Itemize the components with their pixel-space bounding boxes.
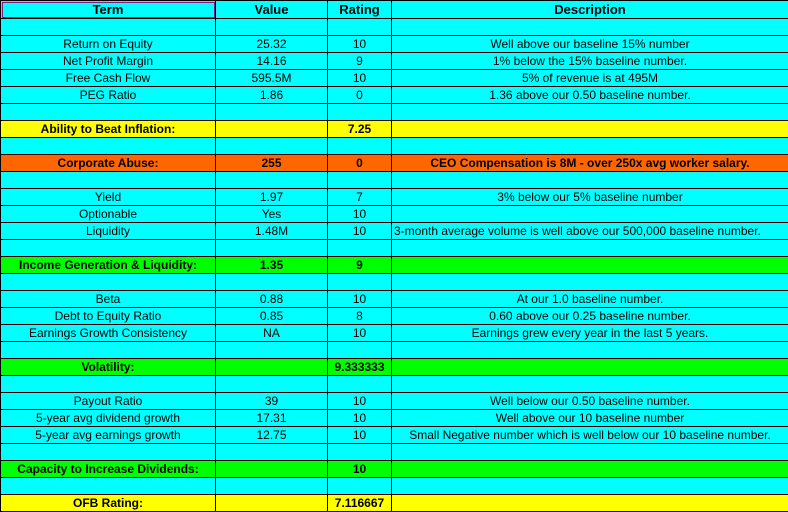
cell-description[interactable] — [392, 495, 788, 512]
cell-value[interactable]: 1.86 — [216, 87, 328, 104]
cell-value[interactable] — [216, 121, 328, 138]
summary-row — [1, 155, 788, 172]
cell-value[interactable]: 0.88 — [216, 291, 328, 308]
cell-rating[interactable] — [328, 104, 392, 121]
cell-value[interactable] — [216, 274, 328, 291]
cell-term[interactable]: Income Generation & Liquidity: — [1, 257, 216, 274]
cell-description[interactable] — [392, 444, 788, 461]
cell-term[interactable] — [1, 138, 216, 155]
table-row — [1, 223, 788, 240]
cell-rating[interactable]: 0 — [328, 155, 392, 172]
cell-description[interactable]: At our 1.0 baseline number. — [392, 291, 788, 308]
cell-rating[interactable] — [328, 172, 392, 189]
cell-description[interactable]: CEO Compensation is 8M - over 250x avg worker salary. — [392, 155, 788, 172]
blank-row — [1, 19, 788, 36]
cell-term[interactable] — [1, 444, 216, 461]
blank-row — [1, 138, 788, 155]
summary-row — [1, 495, 788, 512]
cell-term[interactable]: Net Profit Margin — [1, 53, 216, 70]
cell-term[interactable]: Free Cash Flow — [1, 70, 216, 87]
cell-rating[interactable]: 10 — [328, 325, 392, 342]
cell-value[interactable]: 1.35 — [216, 257, 328, 274]
cell-value[interactable] — [216, 376, 328, 393]
cell-description[interactable] — [392, 478, 788, 495]
cell-rating[interactable]: 9.333333 — [328, 359, 392, 376]
cell-value[interactable] — [216, 495, 328, 512]
cell-description[interactable]: 0.60 above our 0.25 baseline number. — [392, 308, 788, 325]
cell-description[interactable]: Well above our 10 baseline number — [392, 410, 788, 427]
blank-row — [1, 444, 788, 461]
cell-description[interactable] — [392, 19, 788, 36]
cell-description[interactable] — [392, 104, 788, 121]
cell-rating[interactable]: 10 — [328, 70, 392, 87]
cell-description[interactable]: 3-month average volume is well above our 500,000 baseline number. — [392, 223, 788, 240]
cell-value[interactable] — [216, 19, 328, 36]
cell-term[interactable]: OFB Rating: — [1, 495, 216, 512]
cell-value[interactable]: 1.48M — [216, 223, 328, 240]
cell-value[interactable]: 1.97 — [216, 189, 328, 206]
cell-rating[interactable]: 7.116667 — [328, 495, 392, 512]
cell-description[interactable] — [392, 274, 788, 291]
header-term[interactable]: Term — [1, 1, 216, 19]
blank-row — [1, 478, 788, 495]
cell-rating[interactable]: 10 — [328, 206, 392, 223]
cell-term[interactable] — [1, 104, 216, 121]
table-row — [1, 189, 788, 206]
cell-term[interactable]: Debt to Equity Ratio — [1, 308, 216, 325]
cell-rating[interactable]: 10 — [328, 427, 392, 444]
cell-term[interactable]: Optionable — [1, 206, 216, 223]
cell-term[interactable]: Payout Ratio — [1, 393, 216, 410]
cell-description[interactable]: 1% below the 15% baseline number. — [392, 53, 788, 70]
cell-description[interactable]: 3% below our 5% baseline number — [392, 189, 788, 206]
summary-row — [1, 121, 788, 138]
cell-description[interactable]: Well below our 0.50 baseline number. — [392, 393, 788, 410]
header-value[interactable]: Value — [216, 1, 328, 19]
cell-description[interactable]: 1.36 above our 0.50 baseline number. — [392, 87, 788, 104]
cell-description[interactable] — [392, 206, 788, 223]
cell-term[interactable] — [1, 274, 216, 291]
cell-value[interactable] — [216, 172, 328, 189]
header-description[interactable]: Description — [392, 1, 788, 19]
cell-rating[interactable]: 7.25 — [328, 121, 392, 138]
cell-value[interactable]: 595.5M — [216, 70, 328, 87]
cell-term[interactable] — [1, 172, 216, 189]
summary-row — [1, 257, 788, 274]
cell-value[interactable]: 39 — [216, 393, 328, 410]
cell-description[interactable]: Well above our baseline 15% number — [392, 36, 788, 53]
summary-row — [1, 461, 788, 478]
cell-rating[interactable]: 9 — [328, 257, 392, 274]
sheet-body — [1, 1, 788, 512]
cell-description[interactable] — [392, 359, 788, 376]
cell-term[interactable] — [1, 342, 216, 359]
table-row — [1, 325, 788, 342]
cell-description[interactable] — [392, 240, 788, 257]
cell-value[interactable]: Yes — [216, 206, 328, 223]
blank-row — [1, 240, 788, 257]
blank-row — [1, 376, 788, 393]
cell-value[interactable]: 0.85 — [216, 308, 328, 325]
cell-description[interactable]: 5% of revenue is at 495M — [392, 70, 788, 87]
cell-term[interactable] — [1, 240, 216, 257]
cell-term[interactable] — [1, 478, 216, 495]
cell-description[interactable] — [392, 342, 788, 359]
cell-term[interactable]: Capacity to Increase Dividends: — [1, 461, 216, 478]
table-row — [1, 410, 788, 427]
cell-rating[interactable]: 8 — [328, 308, 392, 325]
cell-description[interactable] — [392, 376, 788, 393]
cell-rating[interactable] — [328, 240, 392, 257]
cell-term[interactable]: 5-year avg dividend growth — [1, 410, 216, 427]
cell-term[interactable] — [1, 19, 216, 36]
cell-value[interactable]: 255 — [216, 155, 328, 172]
cell-rating[interactable]: 10 — [328, 36, 392, 53]
cell-term[interactable]: Liquidity — [1, 223, 216, 240]
cell-rating[interactable]: 10 — [328, 410, 392, 427]
cell-term[interactable]: Volatility: — [1, 359, 216, 376]
cell-term[interactable] — [1, 376, 216, 393]
cell-term[interactable]: PEG Ratio — [1, 87, 216, 104]
cell-description[interactable] — [392, 138, 788, 155]
cell-rating[interactable] — [328, 342, 392, 359]
cell-term[interactable]: 5-year avg earnings growth — [1, 427, 216, 444]
table-row — [1, 427, 788, 444]
cell-description[interactable] — [392, 461, 788, 478]
cell-rating[interactable]: 10 — [328, 461, 392, 478]
cell-value[interactable] — [216, 138, 328, 155]
cell-rating[interactable] — [328, 19, 392, 36]
cell-value[interactable] — [216, 444, 328, 461]
cell-value[interactable]: 14.16 — [216, 53, 328, 70]
table-row — [1, 53, 788, 70]
cell-term[interactable]: Return on Equity — [1, 36, 216, 53]
table-row — [1, 308, 788, 325]
cell-value[interactable]: 12.75 — [216, 427, 328, 444]
cell-value[interactable] — [216, 104, 328, 121]
cell-value[interactable] — [216, 359, 328, 376]
blank-row — [1, 172, 788, 189]
cell-value[interactable]: 17.31 — [216, 410, 328, 427]
cell-rating[interactable]: 10 — [328, 223, 392, 240]
cell-rating[interactable] — [328, 274, 392, 291]
cell-rating[interactable]: 10 — [328, 291, 392, 308]
cell-value[interactable]: NA — [216, 325, 328, 342]
cell-rating[interactable]: 7 — [328, 189, 392, 206]
cell-rating[interactable] — [328, 376, 392, 393]
summary-row — [1, 359, 788, 376]
cell-rating[interactable]: 9 — [328, 53, 392, 70]
cell-term[interactable]: Corporate Abuse: — [1, 155, 216, 172]
cell-description[interactable]: Small Negative number which is well below our 10 baseline number. — [392, 427, 788, 444]
cell-term[interactable]: Yield — [1, 189, 216, 206]
cell-value[interactable] — [216, 240, 328, 257]
cell-term[interactable]: Beta — [1, 291, 216, 308]
cell-rating[interactable] — [328, 478, 392, 495]
cell-rating[interactable] — [328, 138, 392, 155]
cell-value[interactable] — [216, 478, 328, 495]
cell-description[interactable] — [392, 257, 788, 274]
cell-value[interactable] — [216, 461, 328, 478]
table-row — [1, 36, 788, 53]
cell-value[interactable] — [216, 342, 328, 359]
cell-value[interactable]: 25.32 — [216, 36, 328, 53]
blank-row — [1, 274, 788, 291]
table-row — [1, 206, 788, 223]
table-row — [1, 87, 788, 104]
table-row — [1, 70, 788, 87]
header-rating[interactable]: Rating — [328, 1, 392, 19]
table-row — [1, 291, 788, 308]
blank-row — [1, 342, 788, 359]
cell-description[interactable] — [392, 172, 788, 189]
cell-rating[interactable] — [328, 444, 392, 461]
table-row — [1, 393, 788, 410]
header-row — [1, 1, 788, 19]
blank-row — [1, 104, 788, 121]
cell-description[interactable] — [392, 121, 788, 138]
cell-description[interactable]: Earnings grew every year in the last 5 years. — [392, 325, 788, 342]
cell-term[interactable]: Ability to Beat Inflation: — [1, 121, 216, 138]
cell-rating[interactable]: 0 — [328, 87, 392, 104]
cell-rating[interactable]: 10 — [328, 393, 392, 410]
cell-term[interactable]: Earnings Growth Consistency — [1, 325, 216, 342]
